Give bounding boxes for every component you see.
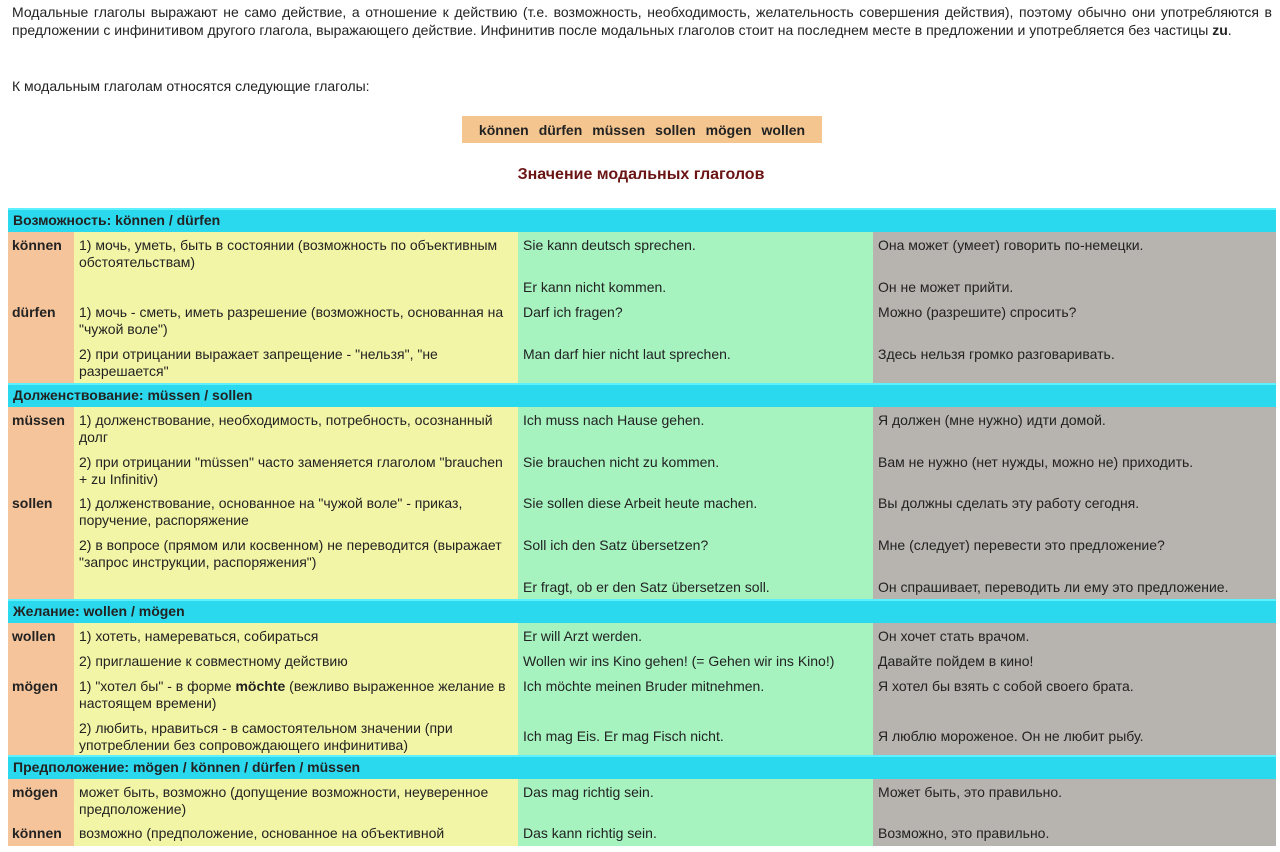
verb-cell: wollen (8, 623, 74, 648)
meaning-cell: 1) долженствование, основанное на "чужой воле" - приказ, поручение, распоряжение (74, 490, 518, 532)
meaning-cell: 1) мочь - сметь, иметь разрешение (возможность, основанная на "чужой воле") (74, 299, 518, 341)
russian-translation-cell: Он не может прийти. (873, 274, 1276, 299)
intro-text: Модальные глаголы выражают не само действие, а отношение к действию (т.е. возможность, необходимость, желательность совершения действия), поэтому обычно они употребляются в предложении с инфинитивом другого глагола, выражающего действие. Инфинитив после модальных глаголов стоит на последнем месте в предложении и употребляется без частицы (12, 4, 1272, 38)
russian-translation-cell: Он спрашивает, переводить ли ему это предложение. (873, 574, 1276, 599)
verb-cell: mögen (8, 673, 74, 715)
meaning-cell: 1) хотеть, намереваться, собираться (74, 623, 518, 648)
table-row (8, 820, 1276, 846)
table-row (8, 232, 1276, 274)
table-row (8, 779, 1276, 820)
verb-cell (8, 274, 74, 299)
german-example-cell: Das mag richtig sein. (518, 779, 873, 820)
russian-translation-cell: Вы должны сделать эту работу сегодня. (873, 490, 1276, 532)
table-row (8, 490, 1276, 532)
meaning-bold-form: möchte (235, 678, 286, 694)
meaning-cell: 2) любить, нравиться - в самостоятельном значении (при употреблении без сопровождающего инфинитива) (74, 715, 518, 755)
meaning-text: 1) "хотел бы" - в форме (79, 678, 236, 694)
modal-verb: wollen (761, 121, 806, 138)
modal-verb: können (478, 121, 529, 138)
meaning-cell: может быть, возможно (допущение возможности, неуверенное предположение) (74, 779, 518, 820)
meaning-cell: 2) при отрицании выражает запрещение - "нельзя", "не разрешается" (74, 341, 518, 383)
german-example-cell: Ich mag Eis. Er mag Fisch nicht. (518, 715, 873, 755)
verb-cell: können (8, 820, 74, 846)
meaning-cell: 2) приглашение к совместному действию (74, 648, 518, 673)
verb-cell (8, 532, 74, 574)
russian-translation-cell: Я должен (мне нужно) идти домой. (873, 407, 1276, 449)
russian-translation-cell: Давайте пойдем в кино! (873, 648, 1276, 673)
table-title: Значение модальных глаголов (517, 166, 765, 183)
german-example-cell: Ich möchte meinen Bruder mitnehmen. (518, 673, 873, 715)
russian-translation-cell: Здесь нельзя громко разговаривать. (873, 341, 1276, 383)
table-row (8, 341, 1276, 383)
meaning-cell: 2) при отрицании "müssen" часто заменяется глаголом "brauchen + zu Infinitiv) (74, 449, 518, 490)
russian-translation-cell: Возможно, это правильно. (873, 820, 1276, 846)
russian-translation-cell: Она может (умеет) говорить по-немецки. (873, 232, 1276, 274)
german-example-cell: Sie sollen diese Arbeit heute machen. (518, 490, 873, 532)
german-example-cell: Sie kann deutsch sprechen. (518, 232, 873, 274)
meaning-text: (вежливо выраженное желание в настоящем времени) (79, 678, 506, 711)
verb-cell (8, 449, 74, 490)
section-header: Долженствование: müssen / sollen (8, 383, 1276, 407)
meaning-cell: возможно (предположение, основанное на объективной (74, 820, 518, 846)
verb-cell: mögen (8, 779, 74, 820)
table-row (8, 407, 1276, 449)
german-example-cell: Wollen wir ins Kino gehen! (= Gehen wir ins Kino!) (518, 648, 873, 673)
modal-verbs-table (8, 208, 1276, 846)
modal-verb: mögen (705, 121, 752, 138)
german-example-cell: Er fragt, ob er den Satz übersetzen soll. (518, 574, 873, 599)
verb-cell: können (8, 232, 74, 274)
verb-cell: dürfen (8, 299, 74, 341)
verb-cell: müssen (8, 407, 74, 449)
german-example-cell: Sie brauchen nicht zu kommen. (518, 449, 873, 490)
intro-paragraph (12, 4, 1272, 39)
table-row (8, 532, 1276, 574)
section-header: Возможность: können / dürfen (8, 208, 1276, 232)
meaning-cell: 1) долженствование, необходимость, потребность, осознанный долг (74, 407, 518, 449)
russian-translation-cell: Можно (разрешите) спросить? (873, 299, 1276, 341)
russian-translation-cell: Может быть, это правильно. (873, 779, 1276, 820)
meaning-cell (74, 274, 518, 299)
table-row (8, 623, 1276, 648)
german-example-cell: Er kann nicht kommen. (518, 274, 873, 299)
modal-verb: dürfen (538, 121, 583, 138)
meaning-cell: 2) в вопросе (прямом или косвенном) не переводится (выражает "запрос инструкции, распоряжения") (74, 532, 518, 574)
german-example-cell: Ich muss nach Hause gehen. (518, 407, 873, 449)
section-header: Предположение: mögen / können / dürfen / müssen (8, 755, 1276, 779)
german-example-cell: Man darf hier nicht laut sprechen. (518, 341, 873, 383)
meaning-cell: 1) мочь, уметь, быть в состоянии (возможность по объективным обстоятельствам) (74, 232, 518, 274)
verb-cell (8, 341, 74, 383)
german-example-cell: Soll ich den Satz übersetzen? (518, 532, 873, 574)
russian-translation-cell: Мне (следует) перевести это предложение? (873, 532, 1276, 574)
meaning-cell (74, 574, 518, 599)
russian-translation-cell: Вам не нужно (нет нужды, можно не) приходить. (873, 449, 1276, 490)
meaning-cell (74, 673, 518, 715)
table-row (8, 449, 1276, 490)
intro-end: . (1227, 21, 1232, 38)
german-example-cell: Darf ich fragen? (518, 299, 873, 341)
table-row (8, 715, 1276, 755)
table-row (8, 574, 1276, 599)
table-row (8, 648, 1276, 673)
russian-translation-cell: Он хочет стать врачом. (873, 623, 1276, 648)
verb-cell (8, 574, 74, 599)
verb-cell (8, 648, 74, 673)
table-row (8, 299, 1276, 341)
verbs-list-caption: К модальным глаголам относятся следующие глаголы: (12, 78, 370, 94)
table-row (8, 673, 1276, 715)
particle-zu: zu (1212, 21, 1228, 38)
table-row (8, 274, 1276, 299)
modal-verbs-box (462, 116, 822, 143)
german-example-cell: Er will Arzt werden. (518, 623, 873, 648)
modal-verb: sollen (655, 121, 696, 138)
verb-cell (8, 715, 74, 755)
section-header: Желание: wollen / mögen (8, 599, 1276, 623)
modal-verb: müssen (592, 121, 646, 138)
russian-translation-cell: Я люблю мороженое. Он не любит рыбу. (873, 715, 1276, 755)
german-example-cell: Das kann richtig sein. (518, 820, 873, 846)
russian-translation-cell: Я хотел бы взять с собой своего брата. (873, 673, 1276, 715)
verb-cell: sollen (8, 490, 74, 532)
